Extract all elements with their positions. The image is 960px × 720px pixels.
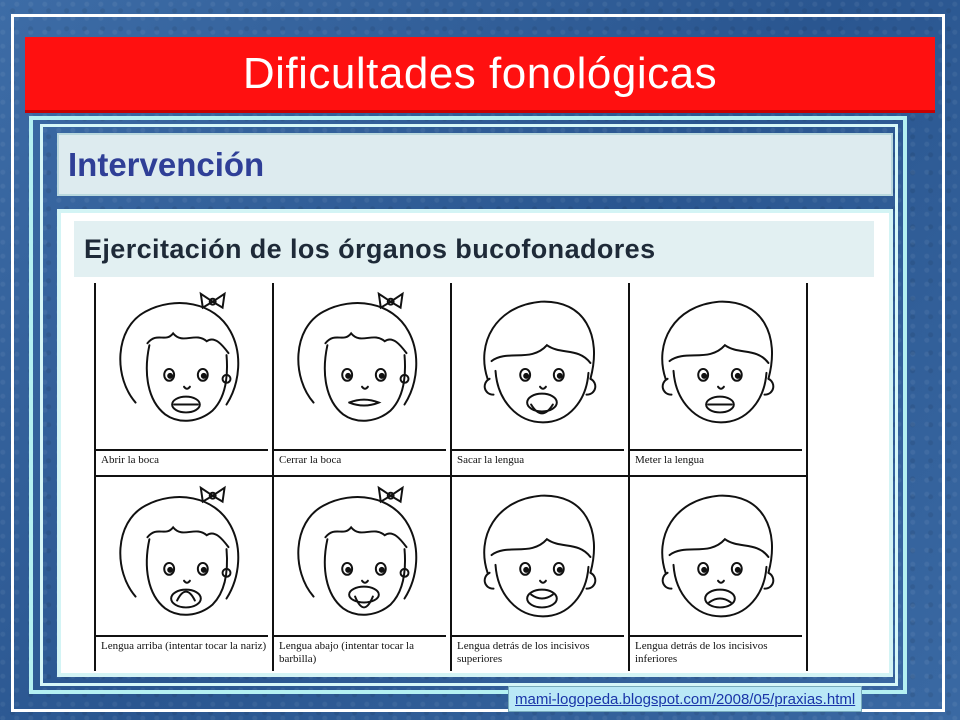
exercise-cell [452, 283, 630, 477]
exercise-caption: Meter la lengua [630, 449, 802, 467]
exercise-caption: Lengua arriba (intentar tocar la nariz) [96, 635, 268, 653]
exercise-caption: Lengua detrás de los incisivos inferiores [630, 635, 802, 666]
exercise-cell [630, 477, 808, 671]
exercise-cell [96, 283, 274, 477]
exercise-caption: Sacar la lengua [452, 449, 624, 467]
boy-face-illustration [630, 477, 806, 637]
exercise-cell [96, 477, 274, 671]
exercise-caption: Abrir la boca [96, 449, 268, 467]
girl-face-illustration [274, 477, 450, 637]
exercise-caption: Lengua abajo (intentar tocar la barbilla) [274, 635, 446, 666]
girl-face-illustration [96, 283, 272, 443]
exercise-caption: Lengua detrás de los incisivos superiores [452, 635, 624, 666]
exercise-cell [274, 477, 452, 671]
source-link-text[interactable]: mami-logopeda.blogspot.com/2008/05/praxias.html [515, 690, 856, 708]
section-title: Intervención [68, 145, 265, 183]
boy-face-illustration [452, 283, 628, 443]
exercise-cell [452, 477, 630, 671]
source-link[interactable] [508, 686, 862, 712]
subtitle-header [74, 221, 874, 277]
exercise-caption: Cerrar la boca [274, 449, 446, 467]
exercise-cell [274, 283, 452, 477]
boy-face-illustration [630, 283, 806, 443]
girl-face-illustration [96, 477, 272, 637]
boy-face-illustration [452, 477, 628, 637]
title-banner [25, 37, 935, 113]
subtitle-text: Ejercitación de los órganos bucofonadores [84, 233, 656, 264]
exercise-illustration-grid [94, 283, 808, 671]
girl-face-illustration [274, 283, 450, 443]
section-header [57, 133, 893, 196]
exercise-cell [630, 283, 808, 477]
slide-title: Dificultades fonológicas [242, 48, 718, 98]
